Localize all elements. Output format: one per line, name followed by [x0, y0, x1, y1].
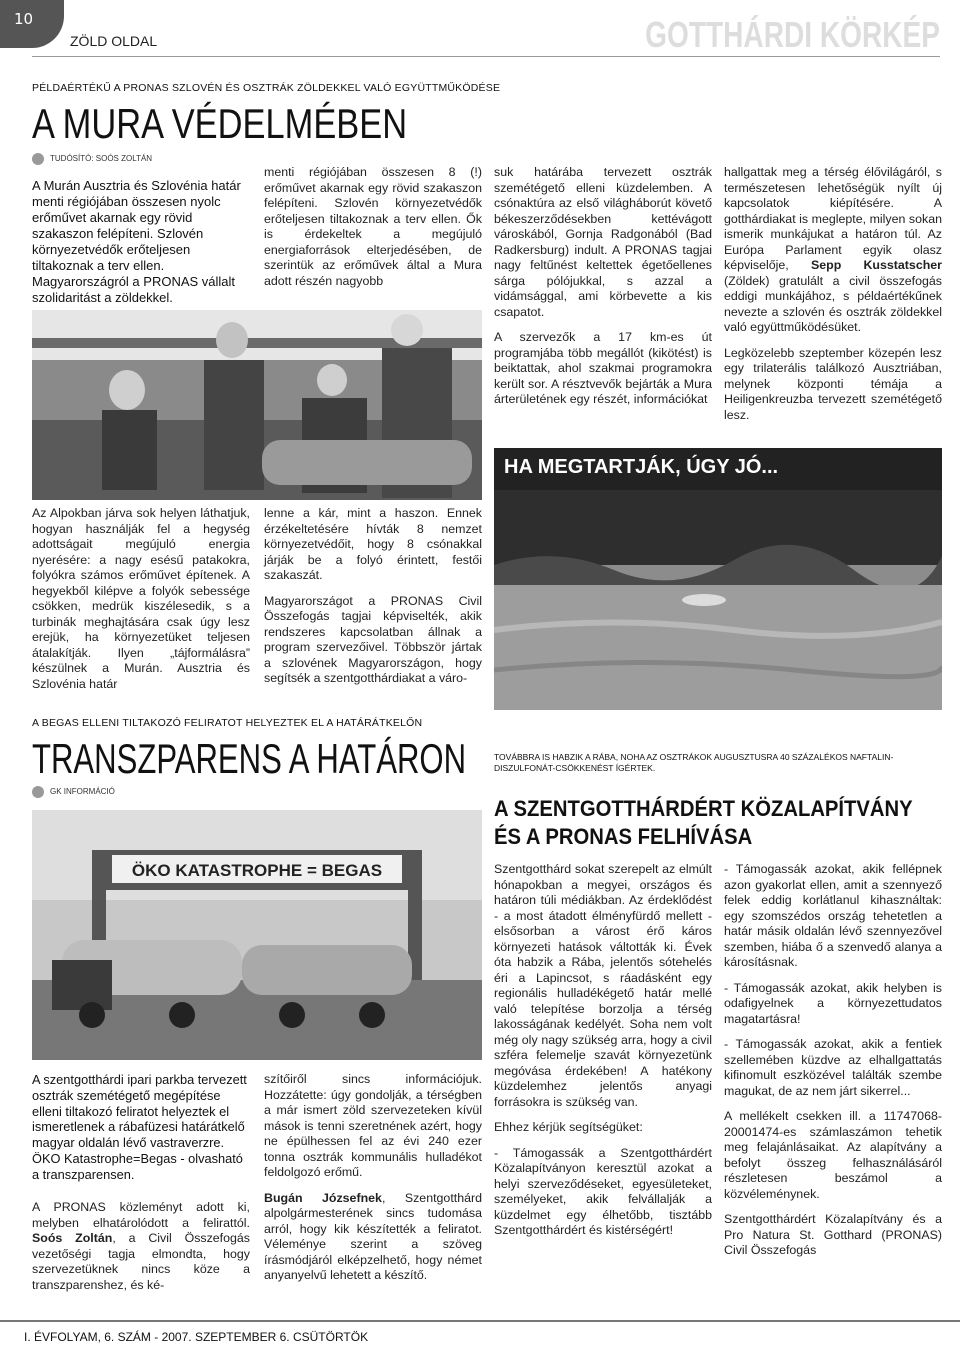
masthead: GOTTHÁRDI KÖRKÉP	[645, 14, 940, 55]
paragraph: - Támogassák azokat, akik fellépnek azon gyakorlat ellen, amit a szennyező felek eddig korlátlanul kihasználtak: egy szomszédos ország tehetetlen a határ másik oldalán lévő szennyezővel szemben, hiába ő a szenvedő alanya a károsításnak.	[724, 862, 942, 969]
text: hallgattak meg a térség élővilágáról, s természetesen lehetőségük nyílt új kapcsolatok kiépítésére. A gotthárdiakat is meglepte, milyen sokan ismerik munkájukat a határon túl. Az Európa Parlament egyik olasz képviselője,	[724, 165, 942, 272]
article1-title: A MURA VÉDELMÉBEN	[32, 100, 408, 147]
article1-lead: A Murán Ausztria és Szlovénia határ menti régiójában összesen nyolc erőművet akarnak egy rövid szakaszon felépíteni. Szlovén környezetvédők erőteljesen tiltakoznak a terv ellen. Magyarországról a PRONAS vállalt szolidaritást a zöldekkel.	[32, 178, 241, 305]
footer-rule	[0, 1320, 960, 1322]
sign-text: ÖKO KATASTROPHE = BEGAS	[131, 861, 383, 880]
article2-col2	[264, 1072, 482, 1294]
paragraph	[32, 1200, 250, 1293]
paragraph: Legközelebb szeptember közepén lesz egy trilaterális találkozó Ausztriában, melynek központi témája a Heiligenkreuzba tervezett szemétégető lesz.	[724, 345, 942, 422]
header-rule	[32, 56, 940, 57]
river-photo-image	[494, 490, 942, 710]
article1-col3-top	[494, 165, 712, 418]
byline-dot-icon	[32, 786, 44, 798]
person-name: Soós Zoltán	[32, 1231, 113, 1245]
paragraph: A szervezők a 17 km-es út programjába több megállót (kikötést) is beiktattak, ahol szakmai programokra került sor. A résztvevők bejárták a Mura árterületének egy részét, információkat	[494, 330, 712, 406]
paragraph: Az Alpokban járva sok helyen láthatjuk, hogyan használják fel a hegység adottságait megújuló energia nyerésére: a nagy esésű patakokra, folyókra számos erőművet építenek. A hegyekből kilépve a folyók sebessége csökken, medrük kiszélesedik, s a turbinák meghajtására csak úgy lesz erejük, ha környezetüket teljesen átalakítják. Ilyen „tájformálásra” készülnek a Murán. Ausztria és Szlovénia határ	[32, 506, 250, 691]
article1-col1-bottom	[32, 506, 250, 702]
byline-text: GK INFORMÁCIÓ	[50, 787, 115, 797]
article2-kicker: A BEGAS ELLENI TILTAKOZÓ FELIRATOT HELYEZTEK EL A HATÁRÁTKELŐN	[32, 717, 423, 729]
article1-byline	[32, 153, 152, 165]
article3-title-line2: ÉS A PRONAS FELHÍVÁSA	[494, 824, 753, 849]
paragraph: Szentgotthárd sokat szerepelt az elmúlt hónapokban a megyei, országos és határon túli médiákban. Az érdeklődést - a most átadott élményfürdő mellett - elsősorban a várost érő káros környezeti hatások váltották ki. Évek óta habzik a Rába, jelentős sótehelés éri a Lapincsot, s ráadásként egy regionális hulladékégető határ mellé való telepítése borzolja a térség lakosságának kedélyét. Soha nem volt még oly nagy szükség arra, hogy a civil szféra felemelje szavát környezetünk megóvása érdekében! A hatékony küzdelemhez jelentős anyagi forrásokra is szükség van.	[494, 862, 712, 1109]
person-name: Sepp Kusstatscher	[810, 258, 942, 272]
text: , Szentgotthárd alpolgármesterének sincs tudomása arról, hogy kik készítették a feliratot. Véleménye szerint a szöveg írásmódjáról elképzelhető, hogy német anyanyelvű lehetett a készítő.	[264, 1190, 482, 1282]
footer-issue-info: I. ÉVFOLYAM, 6. SZÁM - 2007. SZEPTEMBER 6. CSÜTÖRTÖK	[24, 1330, 369, 1344]
paragraph: - Támogassák a Szentgotthárdért Közalapítványon keresztül azokat a helyi szerveződéseket, egyesületeket, személyeket, akik felvállalják a küzdelmet egy élhetőbb, tisztább Szentgotthárdért és kistérségért!	[494, 1145, 712, 1237]
paragraph: lenne a kár, mint a haszon. Ennek érzékeltetésére hívták 8 nemzet környezetvédőit, hogy 8 csónakkal járják be a folyó érintett, festői szakaszát.	[264, 506, 482, 582]
article1-photo-boaters	[32, 310, 482, 500]
paragraph: Szentgotthárdért Közalapítvány és a Pro Natura St. Gotthard (PRONAS) Civil Összefogás	[724, 1212, 942, 1257]
paragraph: A mellékelt csekken ill. a 11747068-20001474-es számlaszámon tehetik meg felajánlásaikat. Az alapítvány a befolyt összeg felhasználásáról részletesen beszámol a közvéleménynek.	[724, 1109, 942, 1201]
page-number: 10	[14, 10, 34, 28]
paragraph: - Támogassák azokat, akik a fentiek szellemében küzdve az elhallgattatás kifinomult eszközével találták szembe magukat, de az nem járt sikerrel...	[724, 1037, 942, 1098]
article1-col2-bottom	[264, 506, 482, 697]
box-banner: HA MEGTARTJÁK, ÚGY JÓ...	[494, 448, 942, 490]
paragraph	[724, 165, 942, 336]
byline-text: TUDÓSÍTÓ: SOÓS ZOLTÁN	[50, 154, 153, 164]
paragraph: suk határába tervezett osztrák szemétégető elleni küzdelemben. A csónaktúra az első világháborút követő békeszerződésekben kettévágott városkából, Gornja Radgonából (Bad Radkersburg) indult. A PRONAS tagjai nagy feltűnést keltettek égetőellenes sárga pólójukkal, s azzal a vidámsággal, ami körbevette a kis csapatot.	[494, 165, 712, 319]
article3-col2	[724, 862, 942, 1269]
article1-col2-top	[264, 165, 482, 299]
paragraph	[264, 1191, 482, 1284]
section-label: ZÖLD OLDAL	[70, 33, 158, 49]
text: A PRONAS közleményt adott ki, melyben elhatárolódott a felirattól.	[32, 1200, 250, 1230]
article2-photo-border	[32, 810, 482, 1060]
photo-border-image	[32, 810, 482, 1060]
paragraph: - Támogassák azokat, akik helyben is odafigyelnek a környezettudatos magatartásra!	[724, 980, 942, 1026]
article2-byline	[32, 786, 115, 798]
paragraph: Magyarországot a PRONAS Civil Összefogás tagjai képviselték, akik rendszeres kapcsolatban állnak a program szervezőivel. Többször jártak a szlovének Magyarországon, hogy segítsék a szentgotthárdiakat a váro-	[264, 593, 482, 685]
article1-kicker: PÉLDAÉRTÉKŰ A PRONAS SZLOVÉN ÉS OSZTRÁK ZÖLDEKKEL VALÓ EGYÜTTMŰKÖDÉSE	[32, 82, 501, 94]
text: (Zöldek) gratulált a civil összefogás eddigi munkájához, s példaértékűnek nevezte a szlovén és osztrák zöldekkel való együttműködésüket.	[724, 273, 942, 334]
article1-col4-top	[724, 165, 942, 433]
article2-lead: A szentgotthárdi ipari parkba tervezett osztrák szemétégető megépítése elleni tiltakozó feliratot helyeztek el ismeretlenek a rábafüzesi határátkelő magyar oldalán lévő vastraverzre. ÖKO Katastrophe=Begas - olvasható a transzparensen.	[32, 1072, 247, 1182]
article3-col1	[494, 862, 712, 1249]
paragraph: Ehhez kérjük segítségüket:	[494, 1120, 643, 1134]
article3-title-line1: A SZENTGOTTHÁRDÉRT KÖZALAPÍTVÁNY	[494, 796, 913, 821]
article2-col1	[32, 1200, 250, 1303]
text: , a Civil Összefogás vezetőségi tagja elmondta, hogy szervezetüknek nincs köze a transzparenshez, és ké-	[32, 1231, 250, 1292]
photo-boaters-image	[32, 310, 482, 500]
person-name: Bugán Józsefnek	[264, 1190, 382, 1205]
byline-dot-icon	[32, 153, 44, 165]
paragraph: szítőiről sincs információjuk. Hozzátette: úgy gondolják, a térségben a már ismert zöld szervezeteken kívül mások is tenni szeretnének azért, hogy ne épülhessen fel az évi 240 ezer tonna osztrák kommunális hulladékot feldolgozó erőmű.	[264, 1072, 482, 1179]
paragraph: menti régiójában összesen 8 (!) erőművet akarnak egy rövid szakaszon felépíteni. Szlovén környezetvédők erőteljesen tiltakoznak a terv ellen. Ők is érdekeltek a megújuló energiaforrások elterjedésében, de szerintük az erőművek által a Mura adott részén nagyobb	[264, 165, 482, 288]
river-photo	[494, 490, 942, 710]
article3-kicker: TOVÁBBRA IS HABZIK A RÁBA, NOHA AZ OSZTRÁKOK AUGUSZTUSRA 40 SZÁZALÉKOS NAFTALIN-DISZULFONÁT-CSÖKKENÉST ÍGÉRTEK.	[494, 752, 894, 773]
article2-title: TRANSZPARENS A HATÁRON	[32, 735, 467, 782]
